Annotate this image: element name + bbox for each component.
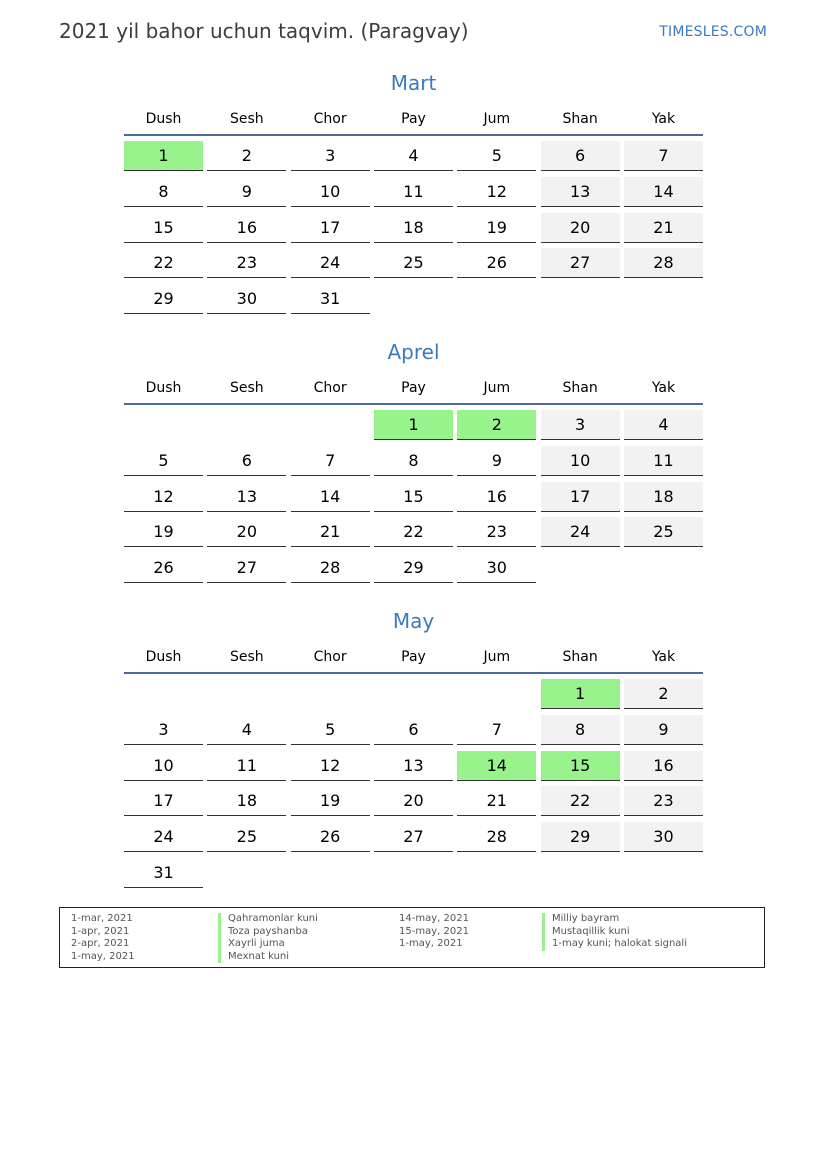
holiday-day-cell: 14 xyxy=(457,751,536,781)
weekday-header xyxy=(124,642,703,674)
day-cell: 30 xyxy=(207,284,286,314)
day-cell: 7 xyxy=(291,446,370,476)
weekday-label: Pay xyxy=(401,380,426,396)
legend-date: 1-may, 2021 xyxy=(399,938,463,950)
day-cell: 25 xyxy=(624,517,703,547)
day-cell: 25 xyxy=(374,248,453,278)
day-cell: 23 xyxy=(624,786,703,816)
day-cell: 13 xyxy=(207,482,286,512)
day-cell: 12 xyxy=(124,482,203,512)
day-cell: 15 xyxy=(124,213,203,243)
holiday-legend xyxy=(59,907,765,968)
day-cell: 11 xyxy=(207,751,286,781)
weekday-label: Chor xyxy=(313,649,347,665)
day-cell: 31 xyxy=(124,858,203,888)
day-cell: 18 xyxy=(624,482,703,512)
day-cell: 21 xyxy=(291,517,370,547)
day-cell: 10 xyxy=(291,177,370,207)
page-title: 2021 yil bahor uchun taqvim. (Paragvay) xyxy=(59,19,469,43)
day-cell: 31 xyxy=(291,284,370,314)
day-cell: 14 xyxy=(291,482,370,512)
day-cell: 9 xyxy=(457,446,536,476)
day-cell: 5 xyxy=(457,141,536,171)
weekday-header xyxy=(124,104,703,136)
empty-cell xyxy=(374,679,453,709)
weekday-label: Sesh xyxy=(229,649,264,665)
legend-holiday-name: 1-may kuni; halokat signali xyxy=(542,938,687,951)
day-cell: 13 xyxy=(541,177,620,207)
day-cell: 6 xyxy=(541,141,620,171)
weekday-label: Pay xyxy=(401,649,426,665)
day-cell: 3 xyxy=(541,410,620,440)
day-cell: 26 xyxy=(124,553,203,583)
legend-date: 1-may, 2021 xyxy=(71,950,135,962)
weekday-label: Shan xyxy=(562,111,598,127)
day-cell: 28 xyxy=(457,822,536,852)
legend-holiday-name: Toza payshanba xyxy=(218,926,318,939)
empty-cell xyxy=(124,679,203,709)
day-cell: 19 xyxy=(291,786,370,816)
weekday-label: Yak xyxy=(651,649,676,665)
day-cell: 4 xyxy=(207,715,286,745)
legend-names-right xyxy=(542,913,687,951)
day-cell: 7 xyxy=(624,141,703,171)
weekday-label: Dush xyxy=(145,380,182,396)
day-cell: 19 xyxy=(124,517,203,547)
day-cell: 20 xyxy=(374,786,453,816)
day-cell: 13 xyxy=(374,751,453,781)
day-cell: 5 xyxy=(291,715,370,745)
month-name: Aprel xyxy=(387,340,440,364)
weekday-label: Shan xyxy=(562,649,598,665)
empty-cell xyxy=(457,679,536,709)
day-cell: 16 xyxy=(457,482,536,512)
legend-date: 1-apr, 2021 xyxy=(71,925,130,937)
empty-cell xyxy=(291,410,370,440)
month-april xyxy=(124,337,703,583)
day-cell: 2 xyxy=(624,679,703,709)
days-grid xyxy=(124,679,703,888)
day-cell: 17 xyxy=(124,786,203,816)
legend-date: 14-may, 2021 xyxy=(399,913,469,924)
legend-dates-right xyxy=(399,913,469,951)
empty-cell xyxy=(207,410,286,440)
weekday-label: Chor xyxy=(313,111,347,127)
day-cell: 24 xyxy=(291,248,370,278)
day-cell: 24 xyxy=(124,822,203,852)
day-cell: 6 xyxy=(207,446,286,476)
legend-date: 2-apr, 2021 xyxy=(71,938,130,950)
day-cell: 8 xyxy=(374,446,453,476)
day-cell: 18 xyxy=(374,213,453,243)
day-cell: 12 xyxy=(291,751,370,781)
day-cell: 21 xyxy=(457,786,536,816)
legend-holiday-name: Xayrli juma xyxy=(218,938,318,951)
site-link[interactable]: TIMESLES.COM xyxy=(659,24,767,40)
day-cell: 28 xyxy=(624,248,703,278)
day-cell: 3 xyxy=(291,141,370,171)
day-cell: 26 xyxy=(457,248,536,278)
legend-holiday-name: Mustaqillik kuni xyxy=(542,926,687,939)
month-name: May xyxy=(392,609,435,633)
holiday-day-cell: 1 xyxy=(374,410,453,440)
day-cell: 11 xyxy=(374,177,453,207)
weekday-label: Sesh xyxy=(229,111,264,127)
empty-cell xyxy=(207,679,286,709)
day-cell: 8 xyxy=(541,715,620,745)
day-cell: 22 xyxy=(374,517,453,547)
day-cell: 27 xyxy=(541,248,620,278)
day-cell: 29 xyxy=(541,822,620,852)
holiday-day-cell: 1 xyxy=(124,141,203,171)
holiday-day-cell: 15 xyxy=(541,751,620,781)
legend-date: 15-may, 2021 xyxy=(399,925,469,937)
holiday-day-cell: 2 xyxy=(457,410,536,440)
day-cell: 30 xyxy=(624,822,703,852)
weekday-label: Shan xyxy=(562,380,598,396)
day-cell: 9 xyxy=(207,177,286,207)
month-may xyxy=(124,606,703,888)
weekday-label: Dush xyxy=(145,649,182,665)
day-cell: 27 xyxy=(207,553,286,583)
day-cell: 9 xyxy=(624,715,703,745)
day-cell: 14 xyxy=(624,177,703,207)
legend-names-left xyxy=(218,913,318,963)
day-cell: 16 xyxy=(624,751,703,781)
month-march xyxy=(124,68,703,314)
day-cell: 23 xyxy=(457,517,536,547)
empty-cell xyxy=(291,679,370,709)
day-cell: 26 xyxy=(291,822,370,852)
day-cell: 25 xyxy=(207,822,286,852)
legend-date: 1-mar, 2021 xyxy=(71,913,133,924)
weekday-label: Yak xyxy=(651,380,676,396)
day-cell: 20 xyxy=(541,213,620,243)
day-cell: 12 xyxy=(457,177,536,207)
day-cell: 29 xyxy=(374,553,453,583)
day-cell: 18 xyxy=(207,786,286,816)
holiday-day-cell: 1 xyxy=(541,679,620,709)
legend-holiday-name: Qahramonlar kuni xyxy=(218,913,318,926)
legend-holiday-name: Mexnat kuni xyxy=(218,951,318,964)
weekday-label: Jum xyxy=(483,111,511,127)
legend-dates-left xyxy=(71,913,135,963)
day-cell: 19 xyxy=(457,213,536,243)
day-cell: 21 xyxy=(624,213,703,243)
day-cell: 11 xyxy=(624,446,703,476)
day-cell: 4 xyxy=(624,410,703,440)
weekday-label: Dush xyxy=(145,111,182,127)
day-cell: 16 xyxy=(207,213,286,243)
day-cell: 8 xyxy=(124,177,203,207)
day-cell: 7 xyxy=(457,715,536,745)
days-grid xyxy=(124,410,703,583)
day-cell: 4 xyxy=(374,141,453,171)
day-cell: 3 xyxy=(124,715,203,745)
day-cell: 23 xyxy=(207,248,286,278)
legend-holiday-name: Milliy bayram xyxy=(542,913,687,926)
weekday-label: Yak xyxy=(651,111,676,127)
weekday-label: Pay xyxy=(401,111,426,127)
weekday-header xyxy=(124,373,703,405)
days-grid xyxy=(124,141,703,314)
weekday-label: Sesh xyxy=(229,380,264,396)
weekday-label: Jum xyxy=(483,380,511,396)
day-cell: 2 xyxy=(207,141,286,171)
day-cell: 6 xyxy=(374,715,453,745)
day-cell: 17 xyxy=(541,482,620,512)
day-cell: 27 xyxy=(374,822,453,852)
day-cell: 22 xyxy=(124,248,203,278)
day-cell: 10 xyxy=(541,446,620,476)
day-cell: 20 xyxy=(207,517,286,547)
day-cell: 10 xyxy=(124,751,203,781)
weekday-label: Chor xyxy=(313,380,347,396)
day-cell: 15 xyxy=(374,482,453,512)
weekday-label: Jum xyxy=(483,649,511,665)
day-cell: 17 xyxy=(291,213,370,243)
day-cell: 28 xyxy=(291,553,370,583)
month-name: Mart xyxy=(390,71,437,95)
day-cell: 24 xyxy=(541,517,620,547)
day-cell: 30 xyxy=(457,553,536,583)
day-cell: 22 xyxy=(541,786,620,816)
day-cell: 5 xyxy=(124,446,203,476)
day-cell: 29 xyxy=(124,284,203,314)
empty-cell xyxy=(124,410,203,440)
